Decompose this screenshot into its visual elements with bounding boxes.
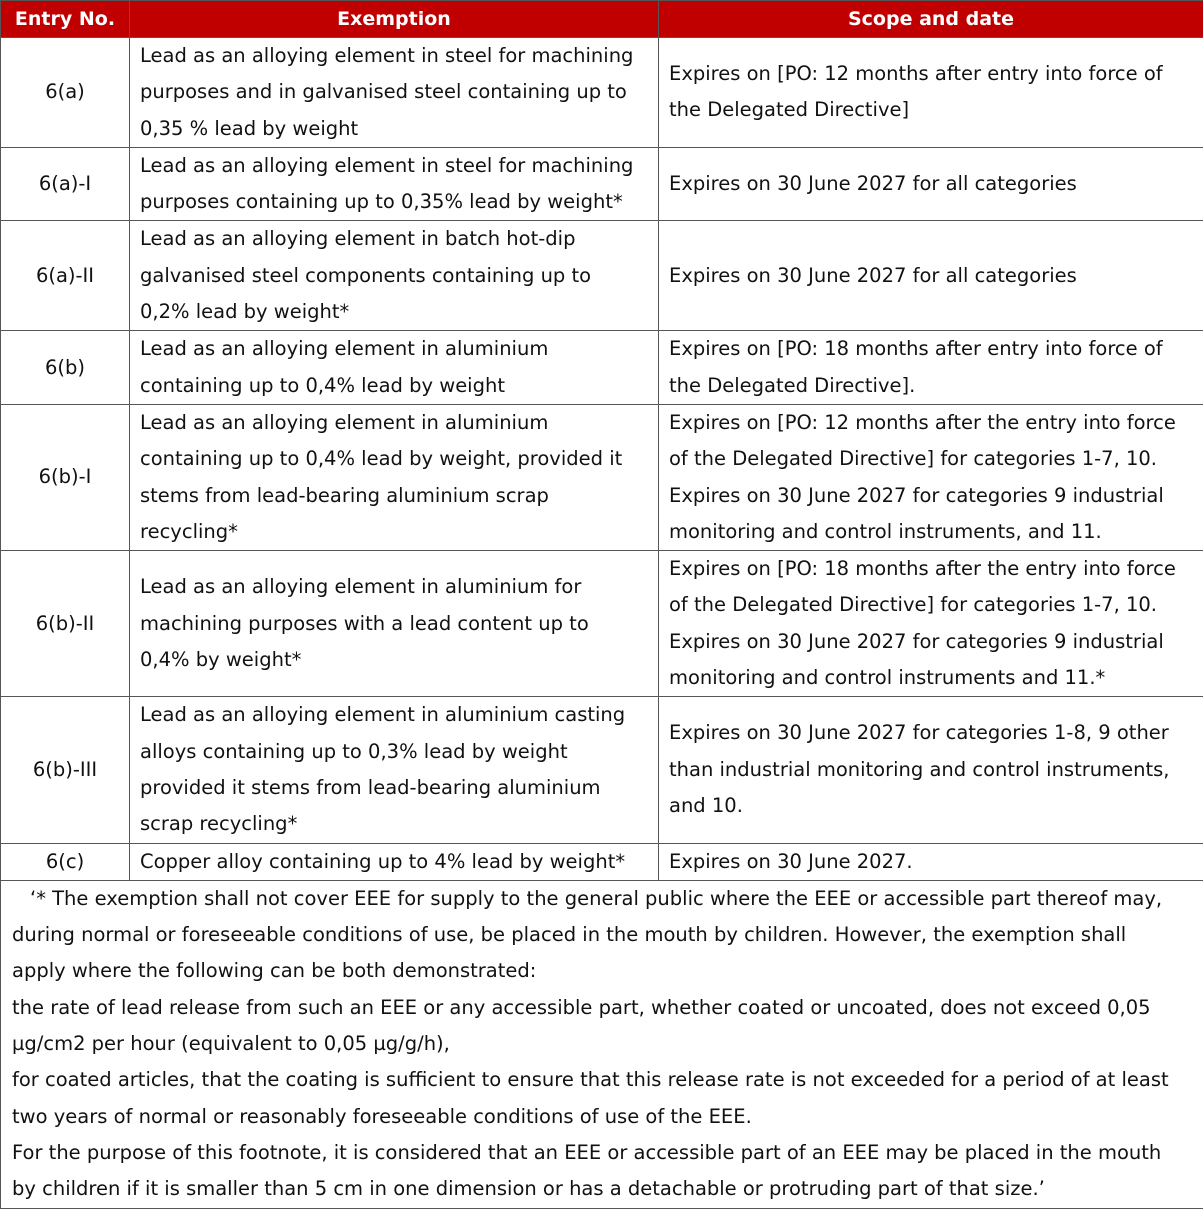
exemption-text (130, 147, 659, 221)
scope-line: monitoring and control instruments, and 11. (669, 514, 1193, 550)
scope-line: the Delegated Directive]. (669, 368, 1193, 404)
scope-and-date-text (659, 551, 1203, 697)
entry-number: 6(b) (1, 331, 130, 405)
exemption-text (130, 331, 659, 405)
scope-line: Expires on [PO: 12 months after the entry into force (669, 405, 1193, 441)
exemption-line: scrap recycling* (140, 806, 648, 842)
scope-and-date-text (659, 38, 1203, 148)
scope-line: Expires on 30 June 2027 for all categories (669, 258, 1193, 294)
exemption-line: alloys containing up to 0,3% lead by weight (140, 734, 648, 770)
scope-and-date-text (659, 147, 1203, 221)
scope-line: and 10. (669, 788, 1193, 824)
table-row (1, 551, 1203, 697)
exemption-line: Lead as an alloying element in batch hot-dip (140, 221, 648, 257)
header-entry-no: Entry No. (1, 1, 130, 38)
header-exemption: Exemption (130, 1, 659, 38)
header-row (1, 1, 1203, 38)
entry-number: 6(c) (1, 843, 130, 880)
exemption-text (130, 697, 659, 843)
footnote-line: by children if it is smaller than 5 cm in one dimension or has a detachable or protruding part of that size.’ (12, 1171, 1193, 1207)
exemption-text (130, 843, 659, 880)
table-row (1, 147, 1203, 221)
scope-and-date-text (659, 331, 1203, 405)
scope-line: of the Delegated Directive] for categories 1-7, 10. (669, 441, 1193, 477)
footnote-line: two years of normal or reasonably foreseeable conditions of use of the EEE. (12, 1099, 1193, 1135)
exemption-line: Lead as an alloying element in steel for machining (140, 148, 648, 184)
table-row (1, 697, 1203, 843)
exemption-line: 0,2% lead by weight* (140, 294, 648, 330)
footnote-line: apply where the following can be both demonstrated: (12, 953, 1193, 989)
exemption-line: Lead as an alloying element in aluminium (140, 405, 648, 441)
scope-line: monitoring and control instruments and 11.* (669, 660, 1193, 696)
scope-line: of the Delegated Directive] for categories 1-7, 10. (669, 587, 1193, 623)
scope-line: Expires on [PO: 18 months after the entry into force (669, 551, 1193, 587)
scope-line: Expires on [PO: 18 months after entry into force of (669, 331, 1193, 367)
exemption-line: galvanised steel components containing up to (140, 258, 648, 294)
entry-number: 6(b)-II (1, 551, 130, 697)
table-row (1, 331, 1203, 405)
footnote-line: during normal or foreseeable conditions of use, be placed in the mouth by children. However, the exemption shall (12, 917, 1193, 953)
footnote-line: For the purpose of this footnote, it is considered that an EEE or accessible part of an EEE may be placed in the mouth (12, 1135, 1193, 1171)
exemption-line: Lead as an alloying element in aluminium (140, 331, 648, 367)
table-row (1, 843, 1203, 880)
scope-and-date-text (659, 697, 1203, 843)
exemption-text (130, 404, 659, 550)
exemption-line: recycling* (140, 514, 648, 550)
entry-number: 6(a)-II (1, 221, 130, 331)
exemption-line: Lead as an alloying element in aluminium casting (140, 697, 648, 733)
exemption-line: 0,4% by weight* (140, 642, 648, 678)
exemption-text (130, 38, 659, 148)
footnote-line: ‘* The exemption shall not cover EEE for supply to the general public where the EEE or accessible part thereof may, (12, 881, 1193, 917)
exemption-line: 0,35 % lead by weight (140, 111, 648, 147)
footnote (1, 880, 1203, 1208)
entry-number: 6(a) (1, 38, 130, 148)
scope-line: the Delegated Directive] (669, 92, 1193, 128)
scope-and-date-text (659, 404, 1203, 550)
exemption-line: containing up to 0,4% lead by weight, provided it (140, 441, 648, 477)
footnote-line: for coated articles, that the coating is sufficient to ensure that this release rate is not exceeded for a period of at least (12, 1062, 1193, 1098)
exemption-line: Lead as an alloying element in steel for machining (140, 38, 648, 74)
exemption-line: purposes and in galvanised steel containing up to (140, 74, 648, 110)
entry-number: 6(a)-I (1, 147, 130, 221)
scope-and-date-text (659, 221, 1203, 331)
exemption-line: containing up to 0,4% lead by weight (140, 368, 648, 404)
exemption-line: Copper alloy containing up to 4% lead by weight* (140, 844, 648, 880)
exemption-line: stems from lead-bearing aluminium scrap (140, 478, 648, 514)
scope-line: Expires on 30 June 2027 for categories 9 industrial (669, 478, 1193, 514)
table-row (1, 221, 1203, 331)
table-row (1, 404, 1203, 550)
scope-line: Expires on 30 June 2027 for all categories (669, 166, 1193, 202)
scope-line: than industrial monitoring and control instruments, (669, 752, 1193, 788)
exemption-text (130, 551, 659, 697)
entry-number: 6(b)-I (1, 404, 130, 550)
scope-line: Expires on [PO: 12 months after entry into force of (669, 56, 1193, 92)
exemption-line: machining purposes with a lead content up to (140, 606, 648, 642)
exemption-line: purposes containing up to 0,35% lead by weight* (140, 184, 648, 220)
footnote-line: µg/cm2 per hour (equivalent to 0,05 µg/g/h), (12, 1026, 1193, 1062)
footnote-row (1, 880, 1203, 1208)
footnote-line: the rate of lead release from such an EEE or any accessible part, whether coated or uncoated, does not exceed 0,05 (12, 990, 1193, 1026)
exemption-text (130, 221, 659, 331)
scope-and-date-text (659, 843, 1203, 880)
exemption-line: Lead as an alloying element in aluminium for (140, 569, 648, 605)
scope-line: Expires on 30 June 2027 for categories 1-8, 9 other (669, 715, 1193, 751)
table-row (1, 38, 1203, 148)
scope-line: Expires on 30 June 2027. (669, 844, 1193, 880)
entry-number: 6(b)-III (1, 697, 130, 843)
exemption-line: provided it stems from lead-bearing aluminium (140, 770, 648, 806)
header-scope-and-date: Scope and date (659, 1, 1203, 38)
scope-line: Expires on 30 June 2027 for categories 9 industrial (669, 624, 1193, 660)
